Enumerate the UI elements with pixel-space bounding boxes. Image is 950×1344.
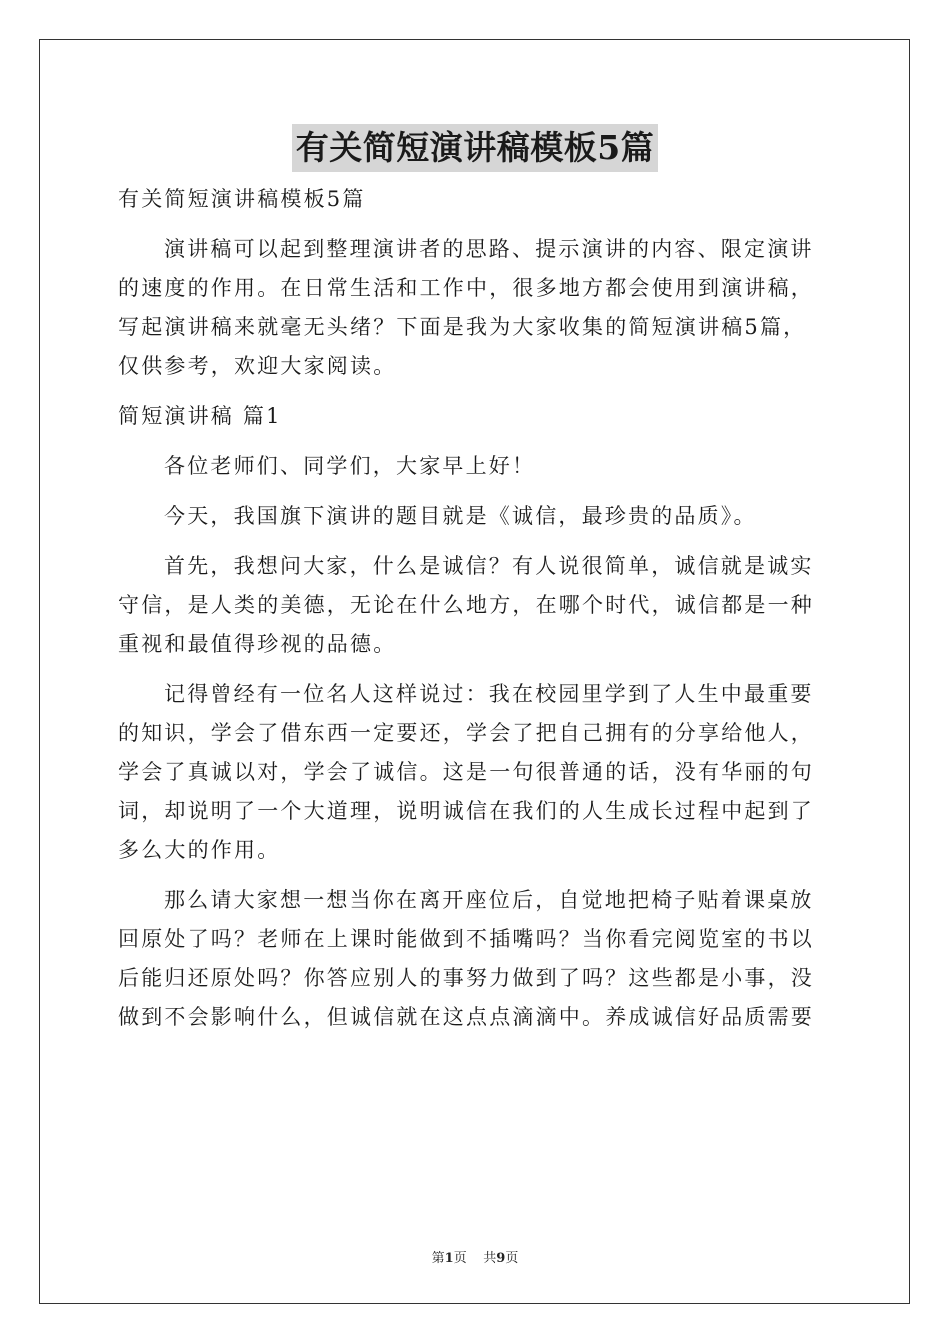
text-line: 首先，我想问大家，什么是诚信？有人说很简单，诚信就是诚实	[164, 554, 814, 578]
document-subtitle: 有关简短演讲稿模板5篇	[118, 187, 366, 211]
document-title: 有关简短演讲稿模板5篇	[292, 124, 658, 172]
section-heading: 简短演讲稿 篇1	[118, 404, 282, 428]
text-line: 后能归还原处吗？你答应别人的事努力做到了吗？这些都是小事，没	[118, 966, 814, 990]
paragraph-1	[118, 547, 835, 664]
paragraph-3	[118, 881, 835, 1037]
text-line: 重视和最值得珍视的品德。	[118, 632, 397, 656]
title-wrap	[0, 124, 950, 172]
page-number: 1	[444, 1251, 454, 1266]
text-line: 回原处了吗？老师在上课时能做到不插嘴吗？当你看完阅览室的书以	[118, 927, 814, 951]
total-prefix: 共	[483, 1251, 497, 1266]
topic-line: 今天，我国旗下演讲的题目就是《诚信，最珍贵的品质》。	[164, 504, 757, 528]
text-line: 学会了真诚以对，学会了诚信。这是一句很普通的话，没有华丽的句	[118, 760, 814, 784]
total-pages: 9	[496, 1251, 506, 1266]
text-line: 仅供参考，欢迎大家阅读。	[118, 354, 397, 378]
text-line: 写起演讲稿来就毫无头绪？下面是我为大家收集的简短演讲稿5篇，	[118, 315, 807, 339]
text-line: 的速度的作用。在日常生活和工作中，很多地方都会使用到演讲稿，	[118, 276, 814, 300]
greeting-line: 各位老师们、同学们，大家早上好！	[164, 454, 536, 478]
text-line: 演讲稿可以起到整理演讲者的思路、提示演讲的内容、限定演讲	[164, 237, 814, 261]
text-line: 守信，是人类的美德，无论在什么地方，在哪个时代，诚信都是一种	[118, 593, 814, 617]
text-line: 的知识，学会了借东西一定要还，学会了把自己拥有的分享给他人，	[118, 721, 814, 745]
intro-paragraph	[118, 230, 835, 386]
document-body	[118, 180, 835, 1037]
text-line: 多么大的作用。	[118, 838, 281, 862]
page-footer	[0, 1247, 950, 1266]
paragraph-2	[118, 675, 835, 870]
page-suffix: 页	[453, 1251, 467, 1266]
text-line: 词，却说明了一个大道理，说明诚信在我们的人生成长过程中起到了	[118, 799, 814, 823]
total-suffix: 页	[505, 1251, 519, 1266]
text-line: 记得曾经有一位名人这样说过：我在校园里学到了人生中最重要	[164, 682, 814, 706]
text-line: 做到不会影响什么，但诚信就在这点点滴滴中。养成诚信好品质需要	[118, 1005, 814, 1029]
text-line: 那么请大家想一想当你在离开座位后，自觉地把椅子贴着课桌放	[164, 888, 814, 912]
page-prefix: 第	[431, 1251, 445, 1266]
